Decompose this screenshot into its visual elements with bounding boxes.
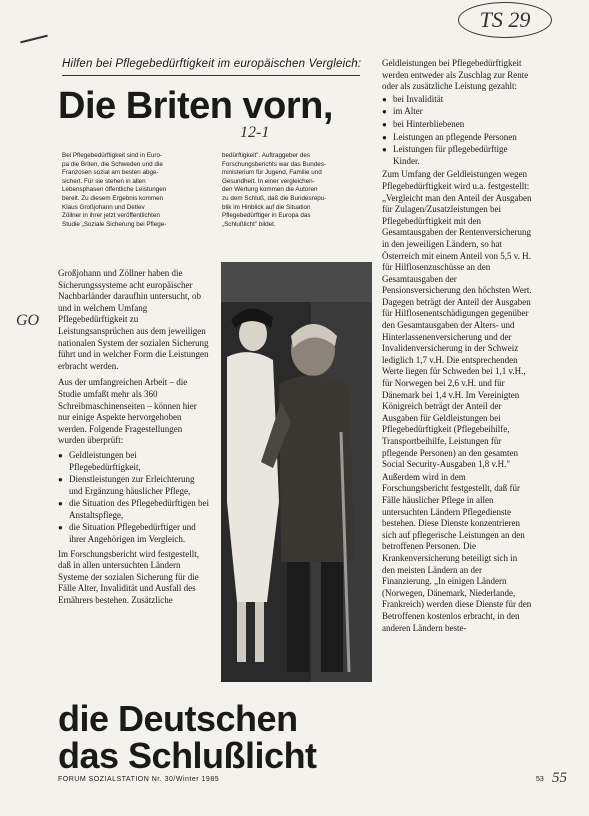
headline-bottom-line: die Deutschen — [58, 698, 298, 739]
page-note-handwritten: 55 — [552, 770, 567, 786]
intro-line: zu dem Schluß, daß die Bundesrepu- — [222, 194, 327, 202]
paragraph: Aus der umfangreichen Arbeit – die Studie umfaßt mehr als 360 Schreibmaschinenseiten – können hier nur einige Aspekte hervorgehoben werden. Folgende Fragestellungen wurden überprüft: — [58, 377, 197, 446]
list-item: ● die Situation des Pflegebedürftigen bei Anstaltspflege, — [58, 498, 210, 521]
intro-line: Franzosen sozial am besten abge- — [62, 169, 159, 177]
intro-line: „Schlußlicht" bildet. — [222, 220, 276, 228]
headline-bottom-line: das Schlußlicht — [58, 735, 317, 776]
list-item: ● Dienstleistungen zur Erleichterung und Ergänzung häuslicher Pflege, — [58, 474, 210, 497]
intro-line: sichert. Für sie stehen in allen — [62, 177, 146, 185]
intro-line: Studie „Soziale Sicherung bei Pflege- — [62, 220, 167, 228]
headline-top: Die Briten vorn, — [58, 85, 333, 127]
headline-bottom — [58, 700, 317, 774]
intro-line: Zöllner in ihrer jetzt veröffentlichten — [62, 212, 160, 220]
list-item: ● Geldleistungen bei Pflegebedürftigkeit, — [58, 450, 210, 473]
intro-line: pa die Briten, die Schweden und die — [62, 160, 163, 168]
paragraph: Geldleistungen bei Pflegebedürftigkeit werden entweder als Zuschlag zur Rente oder als zusätzliche Leistung gezahlt: — [382, 58, 529, 92]
intro-line: Lebensphasen öffentliche Leistungen — [62, 186, 167, 194]
handwritten-note: 12-1 — [240, 124, 270, 141]
body-right-column — [382, 58, 532, 635]
intro-line: Gesundheit. In einer vergleichen- — [222, 177, 315, 185]
page-number: 53 — [536, 776, 544, 783]
list-item: ● im Alter — [382, 106, 532, 118]
intro-line: Forschungsberichts war das Bundes- — [222, 160, 326, 168]
pen-mark — [20, 35, 48, 44]
intro-line: blik im Hinblick auf die Situation — [222, 203, 311, 211]
photo-illustration — [221, 262, 372, 682]
intro-left — [62, 152, 214, 229]
margin-mark: GO — [16, 312, 40, 329]
intro-line: Bei Pflegebedürftigkeit sind in Euro- — [62, 152, 163, 159]
intro-line: Klaus Großjohann und Detlev — [62, 203, 145, 211]
paragraph: Zum Umfang der Geldleistungen wegen Pflegebedürftigkeit wird u.a. festgestellt: „Vergleicht man den Anteil der Ausgaben für Zulagen/Zusatzleistungen bei Pflegebedürftigkeit mit den Gesamtausgaben der Rentenversicherung in den jeweiligen Ländern, so hat Österreich mit einem Anteil von 5,5 v. H. für Hilflosenzuschüsse an den Gesamtausgaben der Pensionsversicherung den höchsten Wert. Dagegen beträgt der Anteil der Ausgaben für Hilflosenentschädigungen gegenüber den Gesamtausgaben der Alters- und Hinterlassenenversicherung und der Invalidenversicherung in der Schweiz lediglich 1,7 v.H. Die entsprechenden Werte liegen für Schweden bei 1,1 v.H., für Norwegen bei 2,6 v.H. und für Dänemark bei 1,4 v.H. Im Vereinigten Königreich beträgt der Anteil der Ausgaben für Geldleistungen bei Pflegebedürftigkeit (Pflegebeihilfe, Transportbeihilfe, Leistungen für pflegende Personen) an den gesamten Social Security-Ausgaben 1,8 v.H." — [382, 169, 532, 470]
intro-line: ministerium für Jugend, Familie und — [222, 169, 322, 177]
bullet-list — [382, 94, 532, 168]
intro-line: Pflegebedürftiger in Europa das — [222, 212, 311, 220]
intro-line: bedürftigkeit". Auftraggeber des — [222, 152, 310, 159]
intro-right — [222, 152, 372, 229]
list-item: ● bei Invalidität — [382, 94, 532, 106]
photo-nurse-with-elderly-man — [221, 262, 372, 682]
body-left-column — [58, 268, 210, 610]
archive-stamp-text: TS 29 — [479, 7, 531, 32]
paragraph: Außerdem wird in dem Forschungsbericht festgestellt, daß für Fälle häuslicher Pflege in allen untersuchten Ländern Pflegedienste bestehen. Diese Dienste konzentrieren sich auf pflegerische Leistungen an den betroffenen Personen. Die Krankenversicherung beteiligt sich in den meisten Ländern an der Finanzierung. „In einigen Ländern (Norwegen, Dänemark, Niederlande, Frankreich) werden diese Dienste für den Betroffenen kostenlos erbracht, in den anderen Ländern beste- — [382, 471, 532, 633]
list-item: ● Leistungen für pflegebedürftige Kinder. — [382, 144, 532, 167]
intro-line: bereit. Zu diesem Ergebnis kommen — [62, 194, 164, 202]
list-item: ● bei Hinterbliebenen — [382, 119, 532, 131]
archive-stamp — [458, 2, 552, 38]
footer-source: FORUM SOZIALSTATION Nr. 30/Winter 1985 — [58, 776, 220, 783]
intro-line: den Wertung kommen die Autoren — [222, 186, 318, 194]
kicker-rule — [62, 75, 360, 76]
paragraph: Großjohann und Zöllner haben die Sicherungssysteme acht europäischer Nachbarländer daraufhin untersucht, ob und in welchem Umfang Pflegebedürftigkeit zu Leistungsansprüchen aus dem jeweiligen nationalen System der sozialen Sicherung führt und in welcher Form die Leistungen erbracht werden. — [58, 268, 209, 371]
list-item: ● Leistungen an pflegende Personen — [382, 132, 532, 144]
kicker: Hilfen bei Pflegebedürftigkeit im europäischen Vergleich: — [62, 58, 362, 70]
list-item: ● die Situation Pflegebedürftiger und ihrer Angehörigen im Vergleich. — [58, 522, 210, 545]
bullet-list — [58, 450, 210, 546]
paragraph: Im Forschungsbericht wird festgestellt, daß in allen untersuchten Ländern Systeme der sozialen Sicherung für die Fälle Alter, Invalidität und Ausfall des Ernährers bestehen. Zusätzliche — [58, 548, 199, 606]
